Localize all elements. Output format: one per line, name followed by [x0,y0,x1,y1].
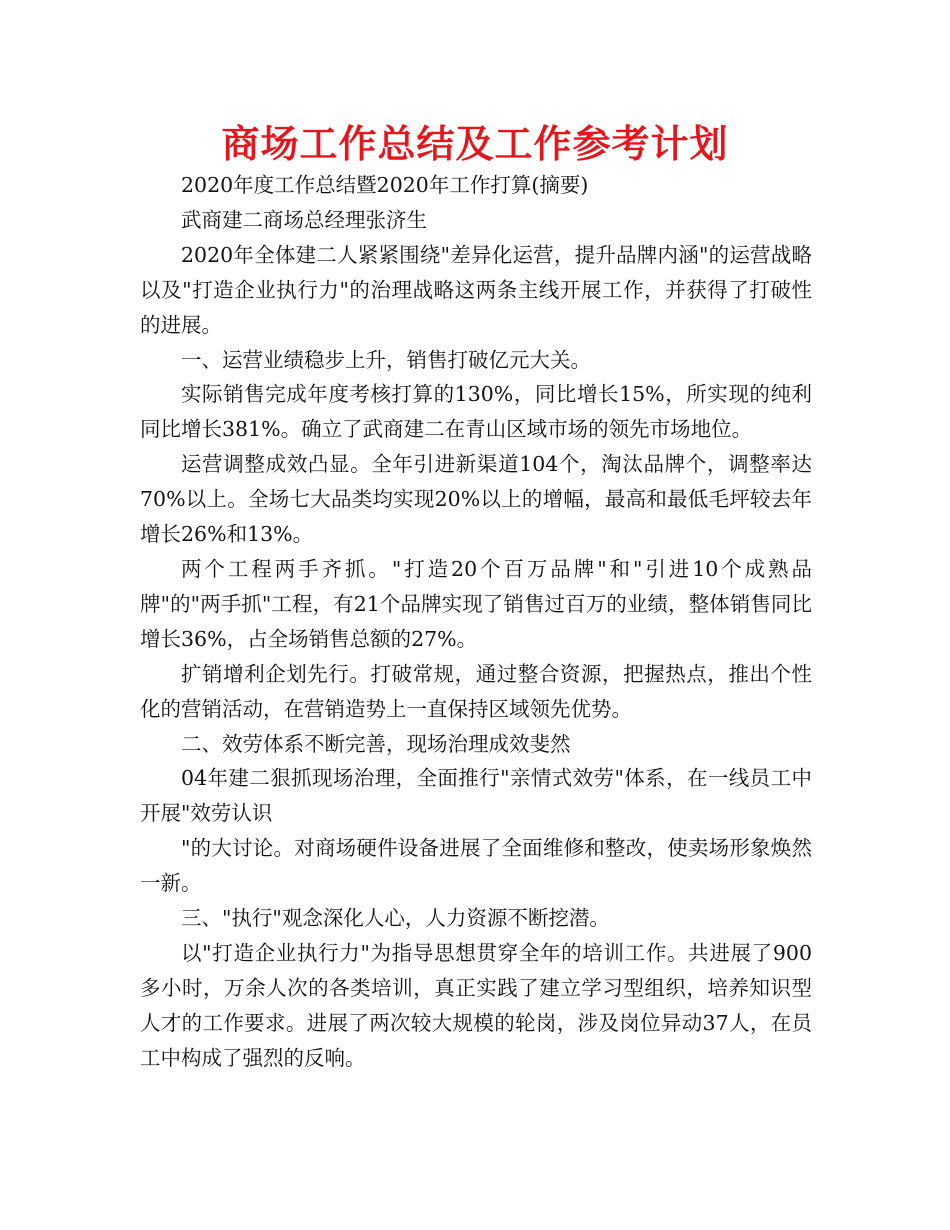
section-heading-1: 一、运营业绩稳步上升，销售打破亿元大关。 [181,347,591,372]
paragraph-report-heading: 2020年度工作总结暨2020年工作打算(摘要) [181,173,589,197]
document-title: 商场工作总结及工作参考计划 [221,122,729,166]
paragraph-intro: 2020年全体建二人紧紧围绕"差异化运营，提升品牌内涵"的运营战略以及"打造企业执行力"的治理战略这两条主线开展工作，并获得了打破性的进展。 [140,242,812,337]
paragraph: 实际销售完成年度考核打算的130%，同比增长15%，所实现的纯利同比增长381%。确立了武商建二在青山区域市场的领先市场地位。 [140,382,812,442]
paragraph-author: 武商建二商场总经理张济生 [181,207,427,232]
section-heading-2: 二、效劳体系不断完善，现场治理成效斐然 [181,731,571,756]
paragraph: 运营调整成效凸显。全年引进新渠道104个，淘汰品牌个，调整率达70%以上。全场七大品类均实现20%以上的增幅，最高和最低毛坪较去年增长26%和13%。 [140,452,812,547]
paragraph: 04年建二狠抓现场治理，全面推行"亲情式效劳"体系，在一线员工中开展"效劳认识 [140,766,812,826]
document-body [140,168,812,1076]
section-heading-3: 三、"执行"观念深化人心，人力资源不断挖潜。 [181,906,610,931]
paragraph: 扩销增利企划先行。打破常规，通过整合资源，把握热点，推出个性化的营销活动，在营销造势上一直保持区域领先优势。 [140,661,812,721]
paragraph: 以"打造企业执行力"为指导思想贯穿全年的培训工作。共进展了900多小时，万余人次的各类培训，真正实践了建立学习型组织，培养知识型人才的工作要求。进展了两次较大规模的轮岗，涉及岗位异动37人，在员工中构成了强烈的反响。 [140,940,812,1070]
paragraph: 两个工程两手齐抓。"打造20个百万品牌"和"引进10个成熟品牌"的"两手抓"工程，有21个品牌实现了销售过百万的业绩，整体销售同比增长36%，占全场销售总额的27%。 [140,556,812,651]
paragraph: "的大讨论。对商场硬件设备进展了全面维修和整改，使卖场形象焕然一新。 [140,836,812,896]
